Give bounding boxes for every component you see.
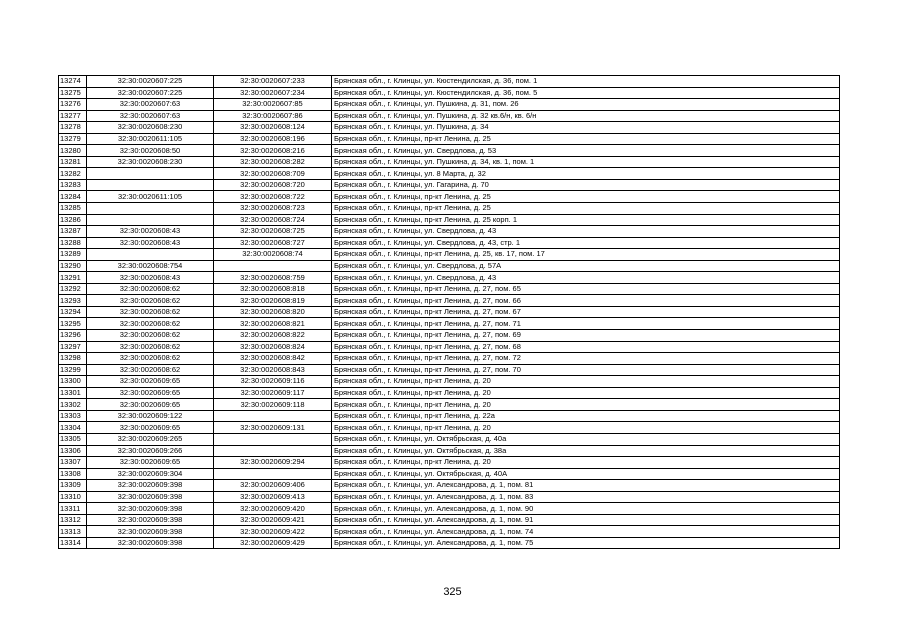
address-cell: Брянская обл., г. Клинцы, ул. Кюстендилская, д. 36, пом. 1 bbox=[332, 76, 840, 88]
row-number-cell: 13308 bbox=[59, 468, 87, 480]
cadastral-number-cell: 32:30:0020609:294 bbox=[214, 457, 332, 469]
cadastral-number-cell: 32:30:0020608:725 bbox=[214, 226, 332, 238]
cadastral-number-cell: 32:30:0020609:413 bbox=[214, 491, 332, 503]
cadastral-number-cell: 32:30:0020608:759 bbox=[214, 272, 332, 284]
table-row bbox=[59, 433, 840, 445]
table-row bbox=[59, 122, 840, 134]
row-number-cell: 13290 bbox=[59, 260, 87, 272]
address-cell: Брянская обл., г. Клинцы, пр-кт Ленина, д. 20 bbox=[332, 457, 840, 469]
address-cell: Брянская обл., г. Клинцы, пр-кт Ленина, д. 27, пом. 67 bbox=[332, 306, 840, 318]
address-cell: Брянская обл., г. Клинцы, ул. Свердлова, д. 53 bbox=[332, 145, 840, 157]
cadastral-number-cell: 32:30:0020609:116 bbox=[214, 376, 332, 388]
table-row bbox=[59, 526, 840, 538]
table-row bbox=[59, 353, 840, 365]
cadastral-number-cell: 32:30:0020608:720 bbox=[214, 179, 332, 191]
cadastral-number-cell: 32:30:0020609:429 bbox=[214, 537, 332, 549]
table-row bbox=[59, 203, 840, 215]
row-number-cell: 13313 bbox=[59, 526, 87, 538]
parent-cadastral-cell: 32:30:0020609:265 bbox=[87, 433, 214, 445]
row-number-cell: 13306 bbox=[59, 445, 87, 457]
row-number-cell: 13310 bbox=[59, 491, 87, 503]
cadastral-number-cell: 32:30:0020608:822 bbox=[214, 330, 332, 342]
address-cell: Брянская обл., г. Клинцы, пр-кт Ленина, д. 27, пом. 71 bbox=[332, 318, 840, 330]
parent-cadastral-cell bbox=[87, 249, 214, 261]
cadastral-number-cell: 32:30:0020608:196 bbox=[214, 133, 332, 145]
parent-cadastral-cell: 32:30:0020609:65 bbox=[87, 376, 214, 388]
row-number-cell: 13283 bbox=[59, 179, 87, 191]
row-number-cell: 13279 bbox=[59, 133, 87, 145]
address-cell: Брянская обл., г. Клинцы, пр-кт Ленина, д. 20 bbox=[332, 422, 840, 434]
address-cell: Брянская обл., г. Клинцы, ул. Кюстендилская, д. 36, пом. 5 bbox=[332, 87, 840, 99]
cadastral-number-cell: 32:30:0020609:131 bbox=[214, 422, 332, 434]
row-number-cell: 13303 bbox=[59, 410, 87, 422]
parent-cadastral-cell: 32:30:0020609:398 bbox=[87, 491, 214, 503]
parent-cadastral-cell bbox=[87, 168, 214, 180]
row-number-cell: 13294 bbox=[59, 306, 87, 318]
address-cell: Брянская обл., г. Клинцы, ул. Александрова, д. 1, пом. 91 bbox=[332, 514, 840, 526]
row-number-cell: 13301 bbox=[59, 387, 87, 399]
row-number-cell: 13307 bbox=[59, 457, 87, 469]
parent-cadastral-cell: 32:30:0020608:62 bbox=[87, 341, 214, 353]
parent-cadastral-cell: 32:30:0020609:398 bbox=[87, 514, 214, 526]
address-cell: Брянская обл., г. Клинцы, пр-кт Ленина, д. 20 bbox=[332, 387, 840, 399]
row-number-cell: 13305 bbox=[59, 433, 87, 445]
address-cell: Брянская обл., г. Клинцы, пр-кт Ленина, д. 27, пом. 72 bbox=[332, 353, 840, 365]
table-row bbox=[59, 457, 840, 469]
parent-cadastral-cell: 32:30:0020608:754 bbox=[87, 260, 214, 272]
cadastral-number-cell: 32:30:0020608:723 bbox=[214, 203, 332, 215]
parent-cadastral-cell: 32:30:0020609:398 bbox=[87, 526, 214, 538]
row-number-cell: 13285 bbox=[59, 203, 87, 215]
row-number-cell: 13311 bbox=[59, 503, 87, 515]
table-row bbox=[59, 376, 840, 388]
parent-cadastral-cell: 32:30:0020608:62 bbox=[87, 295, 214, 307]
cadastral-number-cell bbox=[214, 445, 332, 457]
row-number-cell: 13282 bbox=[59, 168, 87, 180]
table-row bbox=[59, 468, 840, 480]
table-row bbox=[59, 133, 840, 145]
address-cell: Брянская обл., г. Клинцы, ул. Октябрьская, д. 40а bbox=[332, 433, 840, 445]
row-number-cell: 13297 bbox=[59, 341, 87, 353]
parent-cadastral-cell: 32:30:0020609:304 bbox=[87, 468, 214, 480]
row-number-cell: 13293 bbox=[59, 295, 87, 307]
parent-cadastral-cell: 32:30:0020608:62 bbox=[87, 318, 214, 330]
cadastral-number-cell: 32:30:0020608:821 bbox=[214, 318, 332, 330]
table-row bbox=[59, 330, 840, 342]
cadastral-number-cell bbox=[214, 410, 332, 422]
address-cell: Брянская обл., г. Клинцы, ул. Гагарина, д. 70 bbox=[332, 179, 840, 191]
parent-cadastral-cell: 32:30:0020608:230 bbox=[87, 156, 214, 168]
address-cell: Брянская обл., г. Клинцы, пр-кт Ленина, д. 25 bbox=[332, 203, 840, 215]
table-row bbox=[59, 191, 840, 203]
cadastral-number-cell: 32:30:0020608:842 bbox=[214, 353, 332, 365]
address-cell: Брянская обл., г. Клинцы, пр-кт Ленина, д. 25 bbox=[332, 191, 840, 203]
parent-cadastral-cell: 32:30:0020611:105 bbox=[87, 191, 214, 203]
row-number-cell: 13275 bbox=[59, 87, 87, 99]
cadastral-number-cell: 32:30:0020607:233 bbox=[214, 76, 332, 88]
parent-cadastral-cell: 32:30:0020609:398 bbox=[87, 503, 214, 515]
table-row bbox=[59, 260, 840, 272]
parent-cadastral-cell: 32:30:0020609:398 bbox=[87, 537, 214, 549]
parent-cadastral-cell: 32:30:0020608:62 bbox=[87, 364, 214, 376]
table-row bbox=[59, 226, 840, 238]
table-row bbox=[59, 422, 840, 434]
cadastral-number-cell: 32:30:0020608:843 bbox=[214, 364, 332, 376]
parent-cadastral-cell bbox=[87, 214, 214, 226]
table-row bbox=[59, 537, 840, 549]
row-number-cell: 13278 bbox=[59, 122, 87, 134]
address-cell: Брянская обл., г. Клинцы, ул. Октябрьская, д. 40А bbox=[332, 468, 840, 480]
parent-cadastral-cell: 32:30:0020607:225 bbox=[87, 76, 214, 88]
address-cell: Брянская обл., г. Клинцы, ул. Свердлова, д. 57А bbox=[332, 260, 840, 272]
table-row bbox=[59, 237, 840, 249]
parent-cadastral-cell: 32:30:0020609:65 bbox=[87, 399, 214, 411]
row-number-cell: 13291 bbox=[59, 272, 87, 284]
cadastral-number-cell: 32:30:0020608:818 bbox=[214, 283, 332, 295]
row-number-cell: 13286 bbox=[59, 214, 87, 226]
address-cell: Брянская обл., г. Клинцы, пр-кт Ленина, д. 27, пом. 65 bbox=[332, 283, 840, 295]
address-cell: Брянская обл., г. Клинцы, ул. Александрова, д. 1, пом. 75 bbox=[332, 537, 840, 549]
address-cell: Брянская обл., г. Клинцы, ул. Александрова, д. 1, пом. 90 bbox=[332, 503, 840, 515]
table-row bbox=[59, 249, 840, 261]
parent-cadastral-cell: 32:30:0020609:65 bbox=[87, 422, 214, 434]
cadastral-number-cell: 32:30:0020609:421 bbox=[214, 514, 332, 526]
parent-cadastral-cell: 32:30:0020607:63 bbox=[87, 99, 214, 111]
table-row bbox=[59, 387, 840, 399]
table-row bbox=[59, 399, 840, 411]
cadastral-number-cell bbox=[214, 260, 332, 272]
parent-cadastral-cell: 32:30:0020611:105 bbox=[87, 133, 214, 145]
table-row bbox=[59, 514, 840, 526]
parent-cadastral-cell: 32:30:0020608:62 bbox=[87, 330, 214, 342]
table-body bbox=[59, 76, 840, 549]
parent-cadastral-cell: 32:30:0020608:50 bbox=[87, 145, 214, 157]
cadastral-table bbox=[58, 75, 840, 549]
parent-cadastral-cell: 32:30:0020607:63 bbox=[87, 110, 214, 122]
address-cell: Брянская обл., г. Клинцы, пр-кт Ленина, д. 25, кв. 17, пом. 17 bbox=[332, 249, 840, 261]
cadastral-number-cell: 32:30:0020607:234 bbox=[214, 87, 332, 99]
row-number-cell: 13284 bbox=[59, 191, 87, 203]
cadastral-number-cell: 32:30:0020608:282 bbox=[214, 156, 332, 168]
cadastral-number-cell: 32:30:0020609:117 bbox=[214, 387, 332, 399]
row-number-cell: 13312 bbox=[59, 514, 87, 526]
row-number-cell: 13276 bbox=[59, 99, 87, 111]
parent-cadastral-cell: 32:30:0020608:62 bbox=[87, 306, 214, 318]
table-row bbox=[59, 318, 840, 330]
cadastral-number-cell: 32:30:0020607:86 bbox=[214, 110, 332, 122]
table-row bbox=[59, 283, 840, 295]
address-cell: Брянская обл., г. Клинцы, ул. Пушкина, д. 34 bbox=[332, 122, 840, 134]
cadastral-number-cell: 32:30:0020609:420 bbox=[214, 503, 332, 515]
address-cell: Брянская обл., г. Клинцы, пр-кт Ленина, д. 27, пом. 66 bbox=[332, 295, 840, 307]
row-number-cell: 13277 bbox=[59, 110, 87, 122]
table-row bbox=[59, 364, 840, 376]
row-number-cell: 13289 bbox=[59, 249, 87, 261]
parent-cadastral-cell: 32:30:0020608:62 bbox=[87, 353, 214, 365]
row-number-cell: 13304 bbox=[59, 422, 87, 434]
row-number-cell: 13302 bbox=[59, 399, 87, 411]
table-row bbox=[59, 491, 840, 503]
cadastral-number-cell: 32:30:0020608:819 bbox=[214, 295, 332, 307]
address-cell: Брянская обл., г. Клинцы, ул. Пушкина, д. 31, пом. 26 bbox=[332, 99, 840, 111]
page-number: 325 bbox=[443, 586, 462, 598]
table-row bbox=[59, 179, 840, 191]
row-number-cell: 13299 bbox=[59, 364, 87, 376]
address-cell: Брянская обл., г. Клинцы, ул. Свердлова, д. 43 bbox=[332, 272, 840, 284]
parent-cadastral-cell bbox=[87, 179, 214, 191]
table-row bbox=[59, 214, 840, 226]
cadastral-number-cell bbox=[214, 433, 332, 445]
cadastral-number-cell: 32:30:0020608:727 bbox=[214, 237, 332, 249]
parent-cadastral-cell: 32:30:0020609:398 bbox=[87, 480, 214, 492]
cadastral-number-cell: 32:30:0020608:824 bbox=[214, 341, 332, 353]
table-row bbox=[59, 295, 840, 307]
address-cell: Брянская обл., г. Клинцы, ул. Александрова, д. 1, пом. 74 bbox=[332, 526, 840, 538]
address-cell: Брянская обл., г. Клинцы, пр-кт Ленина, д. 20 bbox=[332, 399, 840, 411]
table-row bbox=[59, 99, 840, 111]
row-number-cell: 13309 bbox=[59, 480, 87, 492]
parent-cadastral-cell: 32:30:0020609:65 bbox=[87, 457, 214, 469]
cadastral-number-cell: 32:30:0020609:118 bbox=[214, 399, 332, 411]
row-number-cell: 13300 bbox=[59, 376, 87, 388]
address-cell: Брянская обл., г. Клинцы, пр-кт Ленина, д. 27, пом. 69 bbox=[332, 330, 840, 342]
address-cell: Брянская обл., г. Клинцы, пр-кт Ленина, д. 27, пом. 70 bbox=[332, 364, 840, 376]
cadastral-number-cell: 32:30:0020608:216 bbox=[214, 145, 332, 157]
address-cell: Брянская обл., г. Клинцы, пр-кт Ленина, д. 27, пом. 68 bbox=[332, 341, 840, 353]
parent-cadastral-cell: 32:30:0020607:225 bbox=[87, 87, 214, 99]
cadastral-number-cell bbox=[214, 468, 332, 480]
address-cell: Брянская обл., г. Клинцы, ул. Пушкина, д. 32 кв.6/н, кв. 6/н bbox=[332, 110, 840, 122]
table-row bbox=[59, 145, 840, 157]
cadastral-number-cell: 32:30:0020607:85 bbox=[214, 99, 332, 111]
row-number-cell: 13298 bbox=[59, 353, 87, 365]
address-cell: Брянская обл., г. Клинцы, ул. Свердлова, д. 43, стр. 1 bbox=[332, 237, 840, 249]
cadastral-number-cell: 32:30:0020608:74 bbox=[214, 249, 332, 261]
address-cell: Брянская обл., г. Клинцы, пр-кт Ленина, д. 20 bbox=[332, 376, 840, 388]
row-number-cell: 13295 bbox=[59, 318, 87, 330]
address-cell: Брянская обл., г. Клинцы, ул. Александрова, д. 1, пом. 81 bbox=[332, 480, 840, 492]
address-cell: Брянская обл., г. Клинцы, ул. Пушкина, д. 34, кв. 1, пом. 1 bbox=[332, 156, 840, 168]
row-number-cell: 13292 bbox=[59, 283, 87, 295]
cadastral-number-cell: 32:30:0020608:724 bbox=[214, 214, 332, 226]
address-cell: Брянская обл., г. Клинцы, пр-кт Ленина, д. 25 bbox=[332, 133, 840, 145]
cadastral-number-cell: 32:30:0020609:422 bbox=[214, 526, 332, 538]
table-row bbox=[59, 341, 840, 353]
parent-cadastral-cell: 32:30:0020609:65 bbox=[87, 387, 214, 399]
table-row bbox=[59, 87, 840, 99]
address-cell: Брянская обл., г. Клинцы, ул. Октябрьская, д. 38а bbox=[332, 445, 840, 457]
table-row bbox=[59, 76, 840, 88]
table-row bbox=[59, 168, 840, 180]
table-row bbox=[59, 272, 840, 284]
address-cell: Брянская обл., г. Клинцы, пр-кт Ленина, д. 22а bbox=[332, 410, 840, 422]
parent-cadastral-cell: 32:30:0020609:122 bbox=[87, 410, 214, 422]
parent-cadastral-cell: 32:30:0020609:266 bbox=[87, 445, 214, 457]
table-row bbox=[59, 110, 840, 122]
row-number-cell: 13274 bbox=[59, 76, 87, 88]
cadastral-number-cell: 32:30:0020609:406 bbox=[214, 480, 332, 492]
cadastral-number-cell: 32:30:0020608:722 bbox=[214, 191, 332, 203]
table-row bbox=[59, 480, 840, 492]
row-number-cell: 13296 bbox=[59, 330, 87, 342]
row-number-cell: 13287 bbox=[59, 226, 87, 238]
cadastral-number-cell: 32:30:0020608:124 bbox=[214, 122, 332, 134]
parent-cadastral-cell: 32:30:0020608:43 bbox=[87, 226, 214, 238]
address-cell: Брянская обл., г. Клинцы, ул. 8 Марта, д. 32 bbox=[332, 168, 840, 180]
row-number-cell: 13280 bbox=[59, 145, 87, 157]
row-number-cell: 13281 bbox=[59, 156, 87, 168]
table-row bbox=[59, 306, 840, 318]
table-row bbox=[59, 503, 840, 515]
address-cell: Брянская обл., г. Клинцы, пр-кт Ленина, д. 25 корп. 1 bbox=[332, 214, 840, 226]
parent-cadastral-cell: 32:30:0020608:62 bbox=[87, 283, 214, 295]
table-row bbox=[59, 410, 840, 422]
cadastral-number-cell: 32:30:0020608:820 bbox=[214, 306, 332, 318]
parent-cadastral-cell: 32:30:0020608:230 bbox=[87, 122, 214, 134]
cadastral-number-cell: 32:30:0020608:709 bbox=[214, 168, 332, 180]
table-row bbox=[59, 156, 840, 168]
parent-cadastral-cell bbox=[87, 203, 214, 215]
row-number-cell: 13314 bbox=[59, 537, 87, 549]
parent-cadastral-cell: 32:30:0020608:43 bbox=[87, 272, 214, 284]
address-cell: Брянская обл., г. Клинцы, ул. Свердлова, д. 43 bbox=[332, 226, 840, 238]
parent-cadastral-cell: 32:30:0020608:43 bbox=[87, 237, 214, 249]
table-row bbox=[59, 445, 840, 457]
row-number-cell: 13288 bbox=[59, 237, 87, 249]
address-cell: Брянская обл., г. Клинцы, ул. Александрова, д. 1, пом. 83 bbox=[332, 491, 840, 503]
